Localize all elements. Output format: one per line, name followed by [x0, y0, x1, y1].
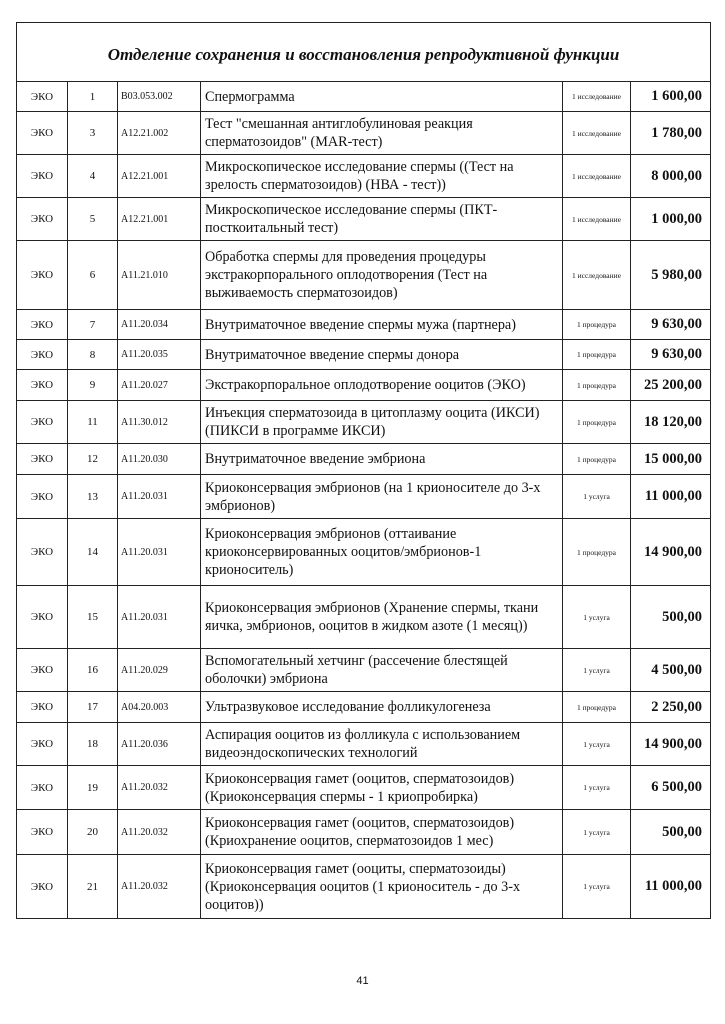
row-number-cell: 13 — [68, 475, 118, 519]
service-code-cell: A11.20.031 — [118, 586, 201, 649]
row-number-cell: 6 — [68, 241, 118, 310]
service-code-cell: A11.20.032 — [118, 855, 201, 919]
service-name-cell: Внутриматочное введение эмбриона — [201, 444, 563, 475]
service-name-cell: Вспомогательный хетчинг (рассечение блестящей оболочки) эмбриона — [201, 649, 563, 692]
department-cell: ЭКО — [17, 112, 68, 155]
service-code-cell: A11.20.031 — [118, 519, 201, 586]
department-cell: ЭКО — [17, 310, 68, 340]
service-code-cell: A12.21.002 — [118, 112, 201, 155]
service-name-cell: Ультразвуковое исследование фолликулогенеза — [201, 692, 563, 723]
service-code-cell: A11.20.032 — [118, 810, 201, 855]
table-row — [17, 519, 711, 586]
table-row — [17, 692, 711, 723]
price-cell: 14 900,00 — [631, 723, 711, 766]
price-table — [16, 22, 711, 919]
service-name-cell: Спермограмма — [201, 82, 563, 112]
department-cell: ЭКО — [17, 810, 68, 855]
unit-cell: 1 процедура — [563, 519, 631, 586]
service-name-cell: Криоконсервация эмбрионов (на 1 крионосителе до 3-х эмбрионов) — [201, 475, 563, 519]
unit-cell: 1 исследование — [563, 198, 631, 241]
row-number-cell: 14 — [68, 519, 118, 586]
service-code-cell: A11.20.032 — [118, 766, 201, 810]
row-number-cell: 16 — [68, 649, 118, 692]
row-number-cell: 20 — [68, 810, 118, 855]
row-number-cell: 1 — [68, 82, 118, 112]
unit-cell: 1 процедура — [563, 401, 631, 444]
price-list-sheet — [16, 22, 710, 919]
table-row — [17, 444, 711, 475]
department-cell: ЭКО — [17, 766, 68, 810]
service-name-cell: Криоконсервация гамет (ооцитов, сперматозоидов) (Криохранение ооцитов, сперматозоидов 1 мес) — [201, 810, 563, 855]
table-row — [17, 401, 711, 444]
department-cell: ЭКО — [17, 370, 68, 401]
department-cell: ЭКО — [17, 241, 68, 310]
department-cell: ЭКО — [17, 519, 68, 586]
service-code-cell: A11.30.012 — [118, 401, 201, 444]
service-code-cell: A11.20.035 — [118, 340, 201, 370]
row-number-cell: 18 — [68, 723, 118, 766]
table-row — [17, 198, 711, 241]
department-cell: ЭКО — [17, 340, 68, 370]
price-cell: 6 500,00 — [631, 766, 711, 810]
price-cell: 18 120,00 — [631, 401, 711, 444]
row-number-cell: 8 — [68, 340, 118, 370]
unit-cell: 1 процедура — [563, 310, 631, 340]
table-row — [17, 810, 711, 855]
price-cell: 4 500,00 — [631, 649, 711, 692]
department-cell: ЭКО — [17, 855, 68, 919]
row-number-cell: 7 — [68, 310, 118, 340]
row-number-cell: 11 — [68, 401, 118, 444]
department-cell: ЭКО — [17, 692, 68, 723]
section-title: Отделение сохранения и восстановления репродуктивной функции — [17, 23, 711, 82]
unit-cell: 1 услуга — [563, 855, 631, 919]
department-cell: ЭКО — [17, 155, 68, 198]
price-cell: 8 000,00 — [631, 155, 711, 198]
row-number-cell: 4 — [68, 155, 118, 198]
row-number-cell: 15 — [68, 586, 118, 649]
service-code-cell: A12.21.001 — [118, 155, 201, 198]
row-number-cell: 12 — [68, 444, 118, 475]
service-name-cell: Криоконсервация гамет (ооцитов, сперматозоидов) (Криоконсервация спермы - 1 криопробирка) — [201, 766, 563, 810]
price-cell: 15 000,00 — [631, 444, 711, 475]
price-cell: 2 250,00 — [631, 692, 711, 723]
service-code-cell: A12.21.001 — [118, 198, 201, 241]
service-name-cell: Внутриматочное введение спермы мужа (партнера) — [201, 310, 563, 340]
price-cell: 500,00 — [631, 586, 711, 649]
row-number-cell: 9 — [68, 370, 118, 401]
service-code-cell: A11.20.029 — [118, 649, 201, 692]
service-code-cell: A11.20.036 — [118, 723, 201, 766]
service-name-cell: Аспирация ооцитов из фолликула с использованием видеоэндоскопических технологий — [201, 723, 563, 766]
department-cell: ЭКО — [17, 586, 68, 649]
table-row — [17, 723, 711, 766]
price-cell: 25 200,00 — [631, 370, 711, 401]
price-cell: 1 780,00 — [631, 112, 711, 155]
service-name-cell: Криоконсервация эмбрионов (Хранение спермы, ткани яичка, эмбрионов, ооцитов в жидком азоте (1 месяц)) — [201, 586, 563, 649]
unit-cell: 1 процедура — [563, 444, 631, 475]
price-cell: 500,00 — [631, 810, 711, 855]
title-row — [17, 23, 711, 82]
table-row — [17, 475, 711, 519]
department-cell: ЭКО — [17, 401, 68, 444]
service-code-cell: A11.20.030 — [118, 444, 201, 475]
service-code-cell: A11.20.031 — [118, 475, 201, 519]
unit-cell: 1 услуга — [563, 475, 631, 519]
unit-cell: 1 услуга — [563, 586, 631, 649]
table-row — [17, 855, 711, 919]
unit-cell: 1 услуга — [563, 810, 631, 855]
service-name-cell: Криоконсервация гамет (ооциты, сперматозоиды) (Криоконсервация ооцитов (1 крионоситель - до 3-х ооцитов)) — [201, 855, 563, 919]
table-row — [17, 155, 711, 198]
service-name-cell: Криоконсервация эмбрионов (оттаивание криоконсервированных ооцитов/эмбрионов-1 крионоситель) — [201, 519, 563, 586]
unit-cell: 1 процедура — [563, 370, 631, 401]
service-code-cell: A11.20.027 — [118, 370, 201, 401]
table-row — [17, 766, 711, 810]
table-row — [17, 112, 711, 155]
service-name-cell: Микроскопическое исследование спермы (ПКТ-посткоитальный тест) — [201, 198, 563, 241]
unit-cell: 1 процедура — [563, 692, 631, 723]
department-cell: ЭКО — [17, 444, 68, 475]
table-row — [17, 370, 711, 401]
service-name-cell: Экстракорпоральное оплодотворение ооцитов (ЭКО) — [201, 370, 563, 401]
price-cell: 11 000,00 — [631, 855, 711, 919]
service-code-cell: A04.20.003 — [118, 692, 201, 723]
price-cell: 11 000,00 — [631, 475, 711, 519]
price-cell: 1 600,00 — [631, 82, 711, 112]
service-code-cell: B03.053.002 — [118, 82, 201, 112]
price-cell: 14 900,00 — [631, 519, 711, 586]
price-cell: 1 000,00 — [631, 198, 711, 241]
unit-cell: 1 исследование — [563, 112, 631, 155]
department-cell: ЭКО — [17, 649, 68, 692]
price-cell: 9 630,00 — [631, 310, 711, 340]
table-row — [17, 586, 711, 649]
table-row — [17, 82, 711, 112]
table-row — [17, 310, 711, 340]
service-name-cell: Инъекция сперматозоида в цитоплазму ооцита (ИКСИ) (ПИКСИ в программе ИКСИ) — [201, 401, 563, 444]
row-number-cell: 5 — [68, 198, 118, 241]
department-cell: ЭКО — [17, 82, 68, 112]
table-row — [17, 241, 711, 310]
department-cell: ЭКО — [17, 723, 68, 766]
table-row — [17, 649, 711, 692]
department-cell: ЭКО — [17, 475, 68, 519]
row-number-cell: 21 — [68, 855, 118, 919]
service-code-cell: A11.21.010 — [118, 241, 201, 310]
unit-cell: 1 услуга — [563, 723, 631, 766]
unit-cell: 1 услуга — [563, 649, 631, 692]
service-name-cell: Микроскопическое исследование спермы ((Тест на зрелость сперматозоидов) (НВА - тест)) — [201, 155, 563, 198]
unit-cell: 1 услуга — [563, 766, 631, 810]
price-cell: 5 980,00 — [631, 241, 711, 310]
unit-cell: 1 исследование — [563, 155, 631, 198]
row-number-cell: 19 — [68, 766, 118, 810]
department-cell: ЭКО — [17, 198, 68, 241]
service-name-cell: Обработка спермы для проведения процедуры экстракорпорального оплодотворения (Тест на выживаемость сперматозоидов) — [201, 241, 563, 310]
unit-cell: 1 исследование — [563, 82, 631, 112]
table-row — [17, 340, 711, 370]
row-number-cell: 17 — [68, 692, 118, 723]
unit-cell: 1 исследование — [563, 241, 631, 310]
row-number-cell: 3 — [68, 112, 118, 155]
page-number: 41 — [356, 975, 369, 987]
service-code-cell: A11.20.034 — [118, 310, 201, 340]
service-name-cell: Тест "смешанная антиглобулиновая реакция сперматозоидов" (MAR-тест) — [201, 112, 563, 155]
unit-cell: 1 процедура — [563, 340, 631, 370]
price-cell: 9 630,00 — [631, 340, 711, 370]
service-name-cell: Внутриматочное введение спермы донора — [201, 340, 563, 370]
